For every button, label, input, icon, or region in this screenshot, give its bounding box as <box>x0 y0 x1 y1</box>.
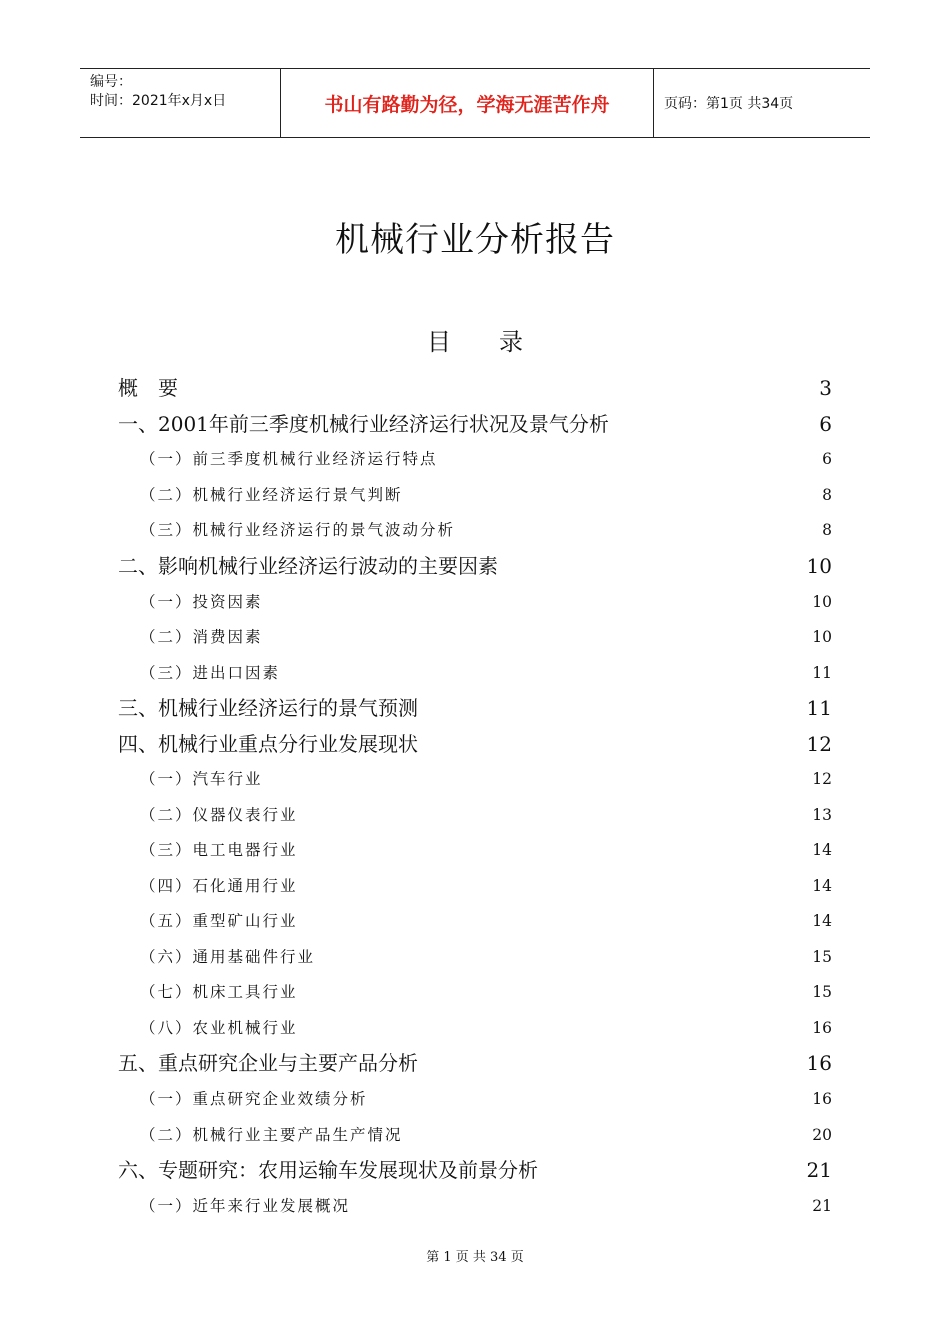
toc-entry-page: 15 <box>812 983 832 1002</box>
toc-entry-page: 6 <box>819 411 832 436</box>
toc-entry[interactable] <box>118 691 832 727</box>
toc-entry-page: 10 <box>812 628 832 647</box>
toc-entry-page: 10 <box>812 592 832 611</box>
toc-entry-page: 14 <box>812 912 832 931</box>
toc-entry-text: 四、机械行业重点分行业发展现状 <box>118 731 418 756</box>
toc-entry-page: 14 <box>812 876 832 895</box>
header-page-info: 页码：第1页 共34页 <box>664 96 794 112</box>
toc-entry-page: 21 <box>806 1158 832 1183</box>
toc-entry-page: 21 <box>812 1196 832 1215</box>
toc-entry-text: 六、专题研究：农用运输车发展现状及前景分析 <box>118 1158 538 1183</box>
serial-label: 编号： <box>90 74 132 90</box>
toc-entry-text: （二）机械行业主要产品生产情况 <box>140 1125 403 1144</box>
toc-entry-page: 10 <box>806 553 832 578</box>
toc-entry[interactable] <box>118 869 832 905</box>
toc-entry-text: 二、影响机械行业经济运行波动的主要因素 <box>118 553 498 578</box>
toc-entry[interactable] <box>118 833 832 869</box>
toc-entry-text: （五）重型矿山行业 <box>140 912 298 931</box>
toc-entry[interactable] <box>118 478 832 514</box>
header-motto: 书山有路勤为径，学海无涯苦作舟 <box>281 69 654 137</box>
toc-entry-text: 五、重点研究企业与主要产品分析 <box>118 1051 418 1076</box>
toc-entry-text: （三）进出口因素 <box>140 663 281 682</box>
toc-entry[interactable] <box>118 904 832 940</box>
toc-entry[interactable] <box>118 1189 832 1225</box>
toc-entry-text: （三）电工电器行业 <box>140 841 298 860</box>
toc-entry-page: 8 <box>822 485 832 504</box>
page-footer: 第 1 页 共 34 页 <box>426 1250 524 1265</box>
toc-entry-page: 12 <box>806 731 832 756</box>
toc-entry-text: （一）前三季度机械行业经济运行特点 <box>140 450 438 469</box>
toc-entry-text: （八）农业机械行业 <box>140 1018 298 1037</box>
toc-entry[interactable] <box>118 975 832 1011</box>
toc-entry-text: （一）汽车行业 <box>140 770 263 789</box>
document-title: 机械行业分析报告 <box>335 220 615 260</box>
toc-entry[interactable] <box>118 1011 832 1047</box>
toc-entry-text: （一）重点研究企业效绩分析 <box>140 1090 368 1109</box>
toc-entry-text: （二）仪器仪表行业 <box>140 805 298 824</box>
time-label: 时间：2021年x月x日 <box>90 93 227 109</box>
toc-entry[interactable] <box>118 1082 832 1118</box>
toc-entry-page: 12 <box>812 770 832 789</box>
toc-entry-page: 14 <box>812 841 832 860</box>
toc-entry[interactable] <box>118 940 832 976</box>
toc-entry-page: 13 <box>812 805 832 824</box>
toc-entry[interactable] <box>118 1153 832 1189</box>
toc-title: 目录 <box>427 328 571 356</box>
toc-entry-page: 15 <box>812 947 832 966</box>
toc-entry[interactable] <box>118 513 832 549</box>
toc-entry[interactable] <box>118 727 832 763</box>
toc-entry[interactable] <box>118 585 832 621</box>
toc-entry-text: 一、2001年前三季度机械行业经济运行状况及景气分析 <box>118 411 609 436</box>
toc-entry[interactable] <box>118 620 832 656</box>
toc-entry[interactable] <box>118 798 832 834</box>
toc-entry-text: （三）机械行业经济运行的景气波动分析 <box>140 521 456 540</box>
table-of-contents <box>118 371 832 1224</box>
toc-entry-page: 20 <box>812 1125 832 1144</box>
toc-entry-page: 11 <box>806 696 832 721</box>
toc-entry-text: 三、机械行业经济运行的景气预测 <box>118 696 418 721</box>
toc-entry-text: （七）机床工具行业 <box>140 983 298 1002</box>
toc-entry-page: 3 <box>819 376 832 400</box>
toc-entry[interactable] <box>118 442 832 478</box>
toc-entry-page: 16 <box>806 1051 832 1076</box>
toc-entry[interactable] <box>118 407 832 443</box>
toc-entry[interactable] <box>118 762 832 798</box>
toc-entry[interactable] <box>118 1118 832 1154</box>
toc-entry-page: 16 <box>812 1090 832 1109</box>
header-meta <box>80 69 281 137</box>
toc-entry[interactable] <box>118 549 832 585</box>
toc-entry-text: 概 要 <box>118 376 178 400</box>
page-header <box>80 68 870 138</box>
toc-entry[interactable] <box>118 656 832 692</box>
toc-entry-page: 16 <box>812 1018 832 1037</box>
toc-entry-page: 6 <box>822 450 832 469</box>
toc-entry[interactable] <box>118 1046 832 1082</box>
toc-entry-text: （二）机械行业经济运行景气判断 <box>140 485 403 504</box>
toc-entry-text: （二）消费因素 <box>140 628 263 647</box>
toc-entry-text: （一）近年来行业发展概况 <box>140 1196 351 1215</box>
toc-entry-text: （六）通用基础件行业 <box>140 947 316 966</box>
toc-entry-page: 11 <box>812 663 832 682</box>
toc-entry[interactable] <box>118 371 832 407</box>
toc-entry-page: 8 <box>822 521 832 540</box>
toc-entry-text: （四）石化通用行业 <box>140 876 298 895</box>
toc-entry-text: （一）投资因素 <box>140 592 263 611</box>
